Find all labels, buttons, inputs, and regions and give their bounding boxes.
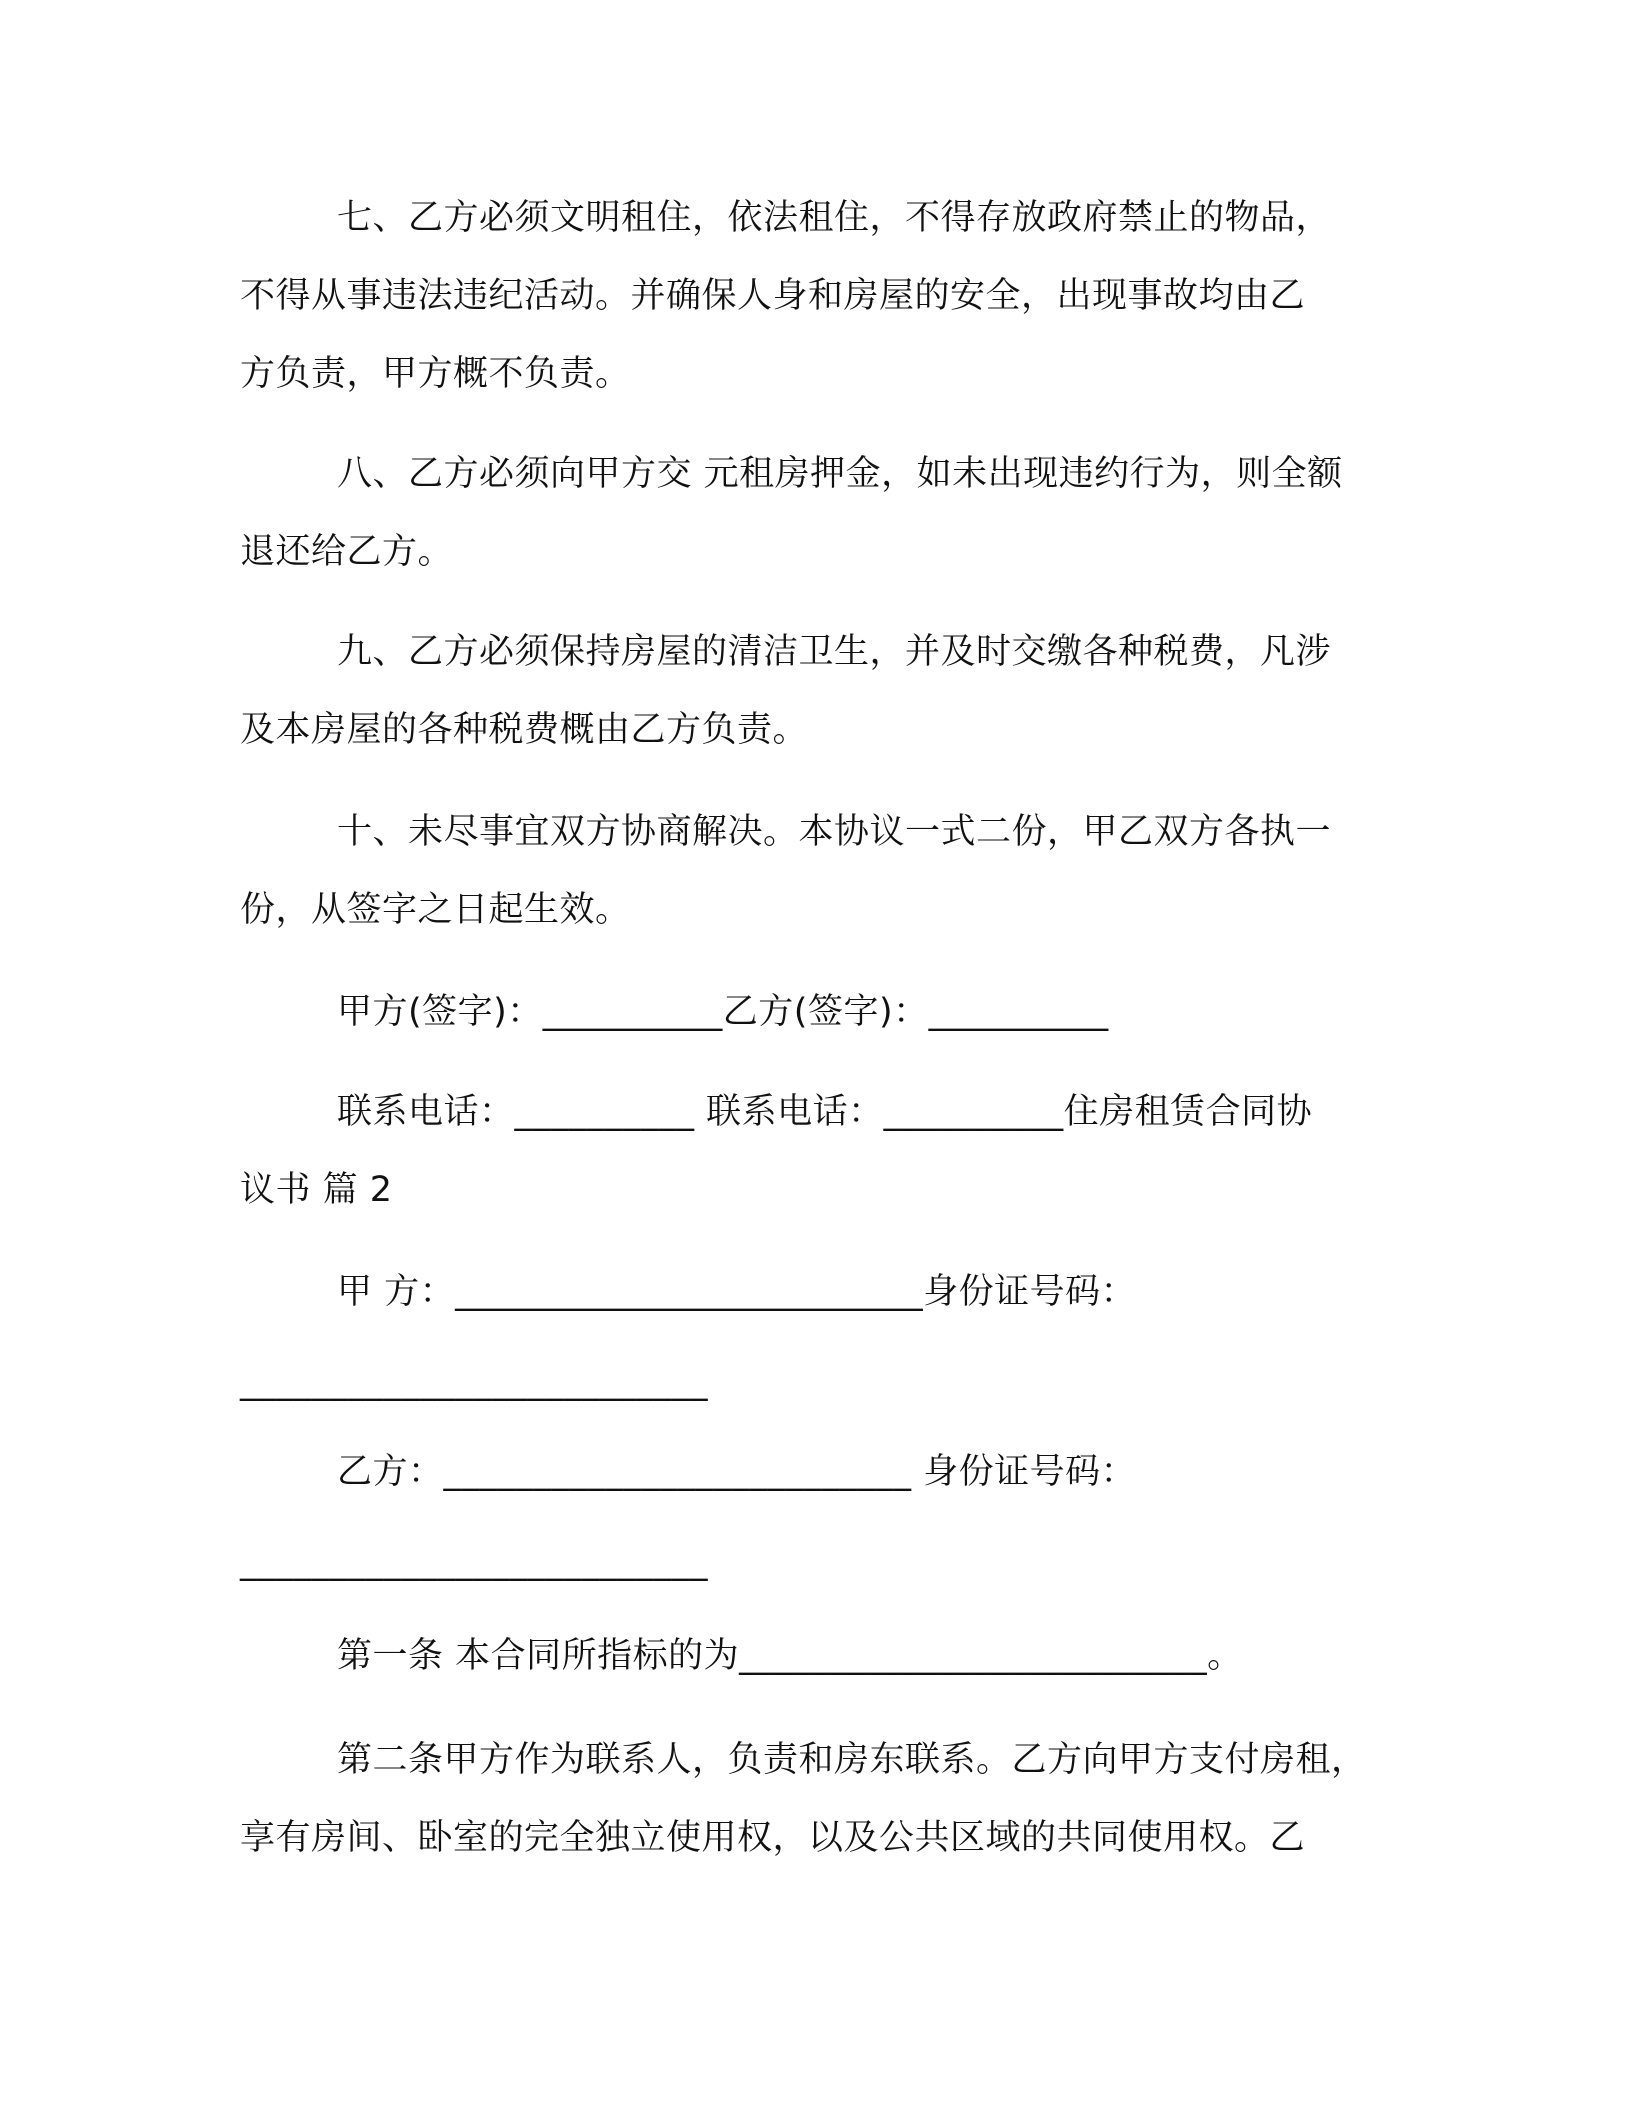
article-2-line-2: 享有房间、卧室的完全独立使用权，以及公共区域的共同使用权。乙: [240, 1818, 1306, 1858]
party-a-id-blank: __________________________: [240, 1362, 708, 1402]
clause-8-line-1: 八、乙方必须向甲方交 元租房押金，如未出现违约行为，则全额: [337, 454, 1343, 494]
signature-line: 甲方(签字)：__________乙方(签字)：__________: [337, 992, 1109, 1032]
clause-7-line-2: 不得从事违法违纪活动。并确保人身和房屋的安全，出现事故均由乙: [240, 276, 1306, 316]
section-title-line: 议书 篇 2: [240, 1170, 393, 1210]
contact-phone-line: 联系电话：__________ 联系电话：__________住房租赁合同协: [337, 1092, 1313, 1132]
clause-10-line-1: 十、未尽事宜双方协商解决。本协议一式二份，甲乙双方各执一: [337, 812, 1332, 852]
party-b-id-blank: __________________________: [240, 1542, 708, 1582]
party-b-line: 乙方：__________________________ 身份证号码：: [337, 1452, 1137, 1492]
clause-9-line-1: 九、乙方必须保持房屋的清洁卫生，并及时交缴各种税费，凡涉: [337, 632, 1332, 672]
clause-9-line-2: 及本房屋的各种税费概由乙方负责。: [240, 710, 809, 750]
clause-7-line-1: 七、乙方必须文明租住，依法租住，不得存放政府禁止的物品，: [337, 198, 1332, 238]
article-2-line-1: 第二条甲方作为联系人，负责和房东联系。乙方向甲方支付房租，: [337, 1740, 1367, 1780]
clause-10-line-2: 份，从签字之日起生效。: [240, 890, 631, 930]
clause-8-line-2: 退还给乙方。: [240, 532, 454, 572]
party-a-line: 甲 方：__________________________身份证号码：: [337, 1272, 1137, 1312]
clause-7-line-3: 方负责，甲方概不负责。: [240, 354, 631, 394]
article-1-line: 第一条 本合同所指标的为__________________________。: [337, 1636, 1243, 1676]
